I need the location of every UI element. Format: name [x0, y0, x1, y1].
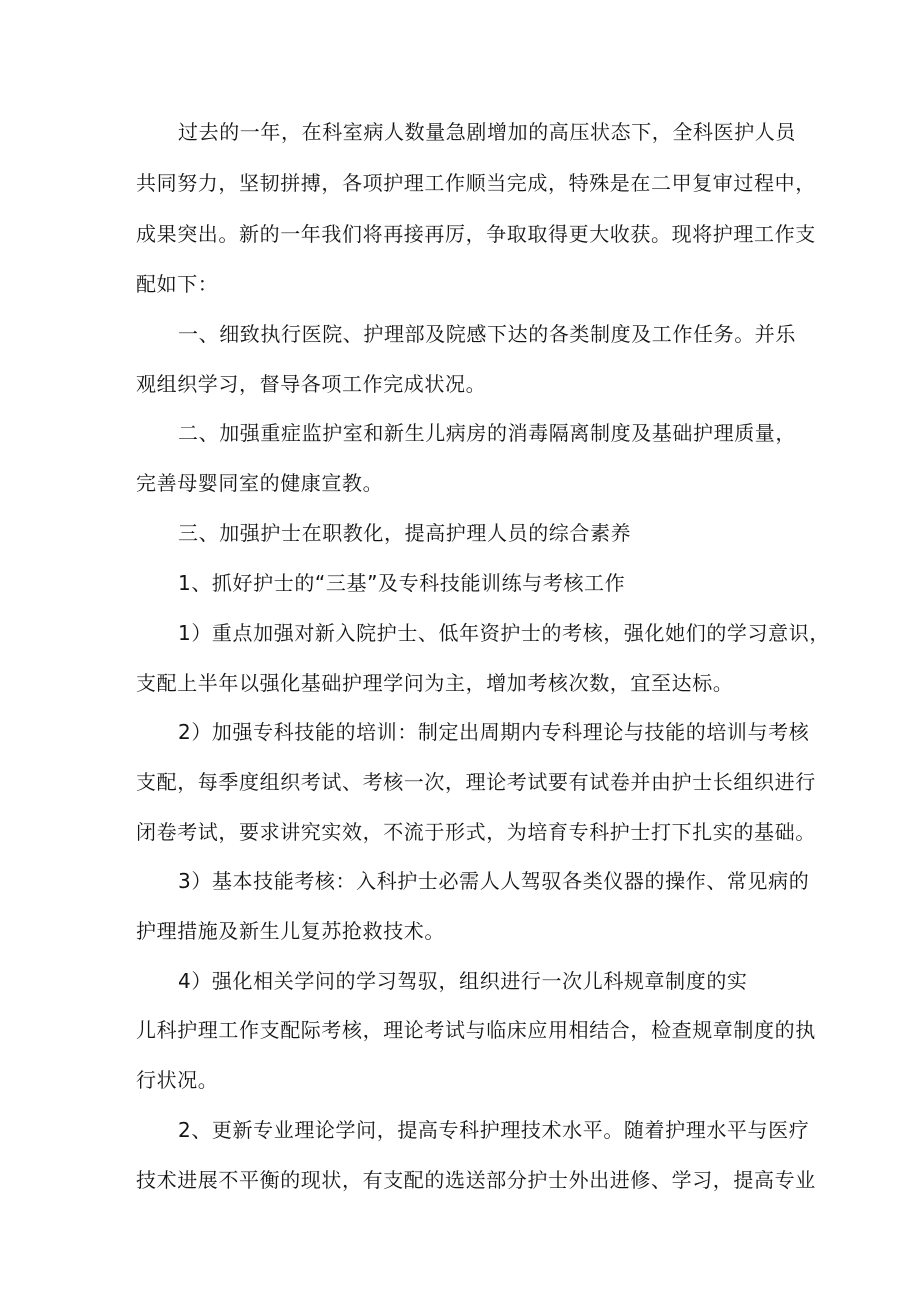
point-3-line-2: 护理措施及新生儿复苏抢救技术。 — [136, 919, 445, 943]
point-2-line-2: 支配，每季度组织考试、考核一次，理论考试要有试卷并由护士长组织进行 — [136, 770, 816, 794]
subitem-1-heading: 1、抓好护士的“三基”及专科技能训练与考核工作 — [178, 571, 626, 595]
point-1-line-2: 支配上半年以强化基础护理学问为主，增加考核次数，宜至达标。 — [136, 671, 734, 695]
point-4-line-2: 儿科护理工作支配际考核，理论考试与临床应用相结合，检查规章制度的执 — [136, 1018, 816, 1042]
point-4-line-1: 4）强化相关学问的学习驾驭，组织进行一次儿科规章制度的实 — [178, 969, 748, 993]
paragraph-intro-line-4: 配如下： — [136, 272, 219, 296]
paragraph-intro-line-3: 成果突出。新的一年我们将再接再厉，争取取得更大收获。现将护理工作支 — [136, 222, 816, 246]
item-three-heading: 三、加强护士在职教化，提高护理人员的综合素养 — [178, 521, 632, 545]
point-2-line-1: 2）加强专科技能的培训：制定出周期内专科理论与技能的培训与考核 — [178, 720, 810, 744]
point-2-line-3: 闭卷考试，要求讲究实效，不流于形式，为培育专科护士打下扎实的基础。 — [136, 820, 816, 844]
paragraph-intro-line-2: 共同努力，坚韧拼搏，各项护理工作顺当完成，特殊是在二甲复审过程中， — [136, 171, 816, 195]
point-4-line-3: 行状况。 — [136, 1068, 219, 1092]
item-one-line-1: 一、细致执行医院、护理部及院感下达的各类制度及工作任务。并乐 — [178, 322, 796, 346]
subitem-2-line-1: 2、更新专业理论学问，提高专科护理技术水平。随着护理水平与医疗 — [178, 1118, 810, 1142]
item-two-line-1: 二、加强重症监护室和新生儿病房的消毒隔离制度及基础护理质量， — [178, 421, 796, 445]
point-1-line-1: 1）重点加强对新入院护士、低年资护士的考核，强化她们的学习意识， — [178, 621, 830, 645]
point-3-line-1: 3）基本技能考核：入科护士必需人人驾驭各类仪器的操作、常见病的 — [178, 869, 810, 893]
item-one-line-2: 观组织学习，督导各项工作完成状况。 — [136, 372, 487, 396]
paragraph-intro-line-1: 过去的一年，在科室病人数量急剧增加的高压状态下，全科医护人员 — [178, 120, 796, 144]
subitem-2-line-2: 技术进展不平衡的现状，有支配的选送部分护士外出进修、学习，提高专业 — [136, 1168, 816, 1192]
item-two-line-2: 完善母婴同室的健康宣教。 — [136, 471, 384, 495]
